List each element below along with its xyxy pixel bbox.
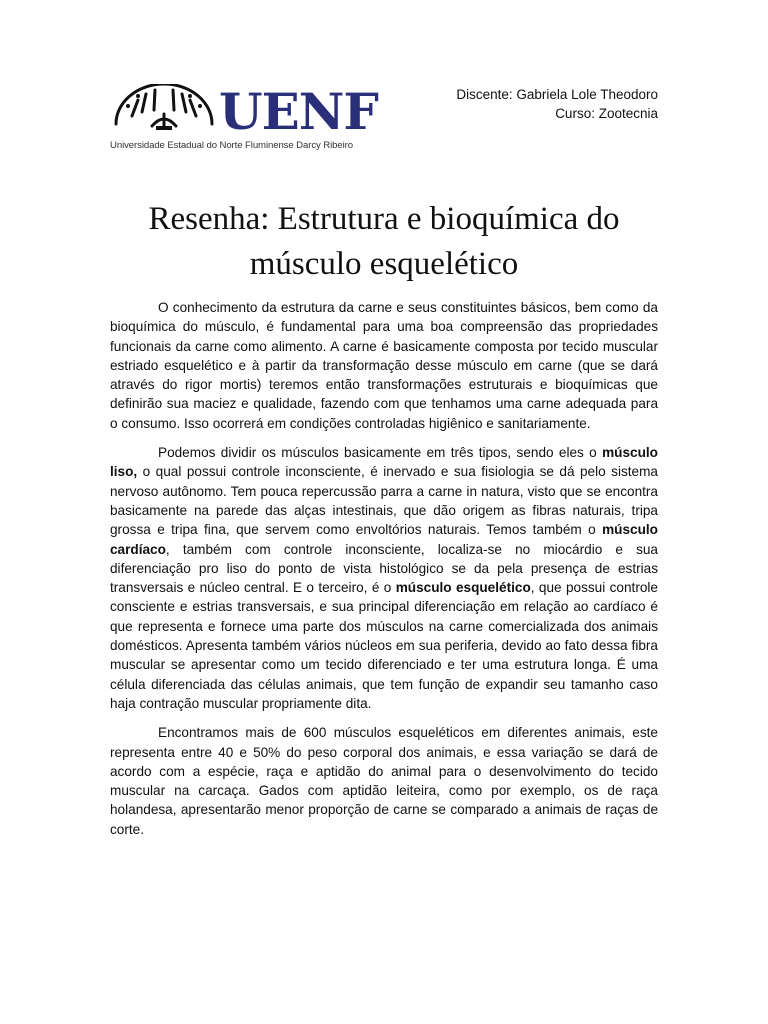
student-info bbox=[456, 85, 658, 123]
paragraph-2-text-1: Podemos dividir os músculos basicamente em três tipos, sendo eles o bbox=[158, 445, 603, 461]
course-name: Curso: Zootecnia bbox=[555, 106, 658, 121]
paragraph-3: Encontramos mais de 600 músculos esqueléticos em diferentes animais, este representa entre 40 e 50% do peso corporal dos animais, e essa variação se dará de acordo com a espécie, raça e aptidão do animal para o desenvolvimento do tecido muscular na carcaça. Gados com aptidão leiteira, como por exemplo, os de raça holandesa, apresentarão menor proporção de carne se comparado a animais de raças de corte. bbox=[110, 725, 658, 837]
title-line-1: Resenha: Estrutura e bioquímica do bbox=[148, 201, 620, 237]
title-line-2: músculo esquelético bbox=[249, 246, 519, 282]
term-skeletal-muscle: músculo esquelético bbox=[395, 580, 531, 596]
term-smooth-muscle: músculo liso, bbox=[110, 445, 658, 480]
logo-subtitle: Universidade Estadual do Norte Fluminense Darcy Ribeiro bbox=[110, 140, 353, 151]
paragraph-2-text-4: , que possui controle consciente e estrias transversais, e sua principal diferenciação em relação ao cardíaco é que representa e fornece uma parte dos músculos na carne comercializada dos animais domésticos. Apresenta também vários núcleos em sua periferia, devido ao fato dessa fibra muscular se apresentar como um tecido diferenciado e ter uma estrutura longa. É uma célula diferenciada das células animais, que tem função de expandir seu tamanho caso haja contração muscular propriamente dita. bbox=[110, 580, 658, 711]
uenf-emblem-icon bbox=[110, 84, 218, 136]
term-cardiac-muscle: músculo cardíaco bbox=[110, 522, 658, 557]
document-title bbox=[110, 197, 658, 287]
paragraph-2-text-2: o qual possui controle inconsciente, é inervado e sua fisiologia se dá pelo sistema nervoso autônomo. Tem pouca repercussão parra a carne in natura, visto que se encontra basicamente na parede das alças intestinais, que dão origem as fibras naturais, tripa grossa e tripa fina, que servem como envoltórios naturais. Temos também o bbox=[110, 464, 658, 538]
paragraph-1: O conhecimento da estrutura da carne e seus constituintes básicos, bem como da bioquímica do músculo, é fundamental para uma boa compreensão das propriedades funcionais da carne como alimento. A carne é basicamente composta por tecido muscular estriado esquelético e à partir da transformação desse músculo em carne (que se dará através do rigor mortis) teremos então transformações estruturais e bioquímicas que definirão sua maciez e qualidade, fazendo com que tenhamos uma carne adequada para o consumo. Isso ocorrerá em condições controladas higiênico e sanitariamente. bbox=[110, 300, 658, 431]
logo-name: UENF bbox=[219, 82, 378, 141]
uenf-logo bbox=[110, 84, 382, 156]
student-name: Discente: Gabriela Lole Theodoro bbox=[456, 87, 658, 102]
paragraph-2 bbox=[110, 443, 658, 713]
document-body bbox=[110, 298, 658, 849]
paragraph-2-text-3: , também com controle inconsciente, localiza-se no miocárdio e sua diferenciação pro liso do ponto de vista histológico se da pela presença de estrias transversais e núcleo central. E o terceiro, é o bbox=[110, 541, 658, 596]
